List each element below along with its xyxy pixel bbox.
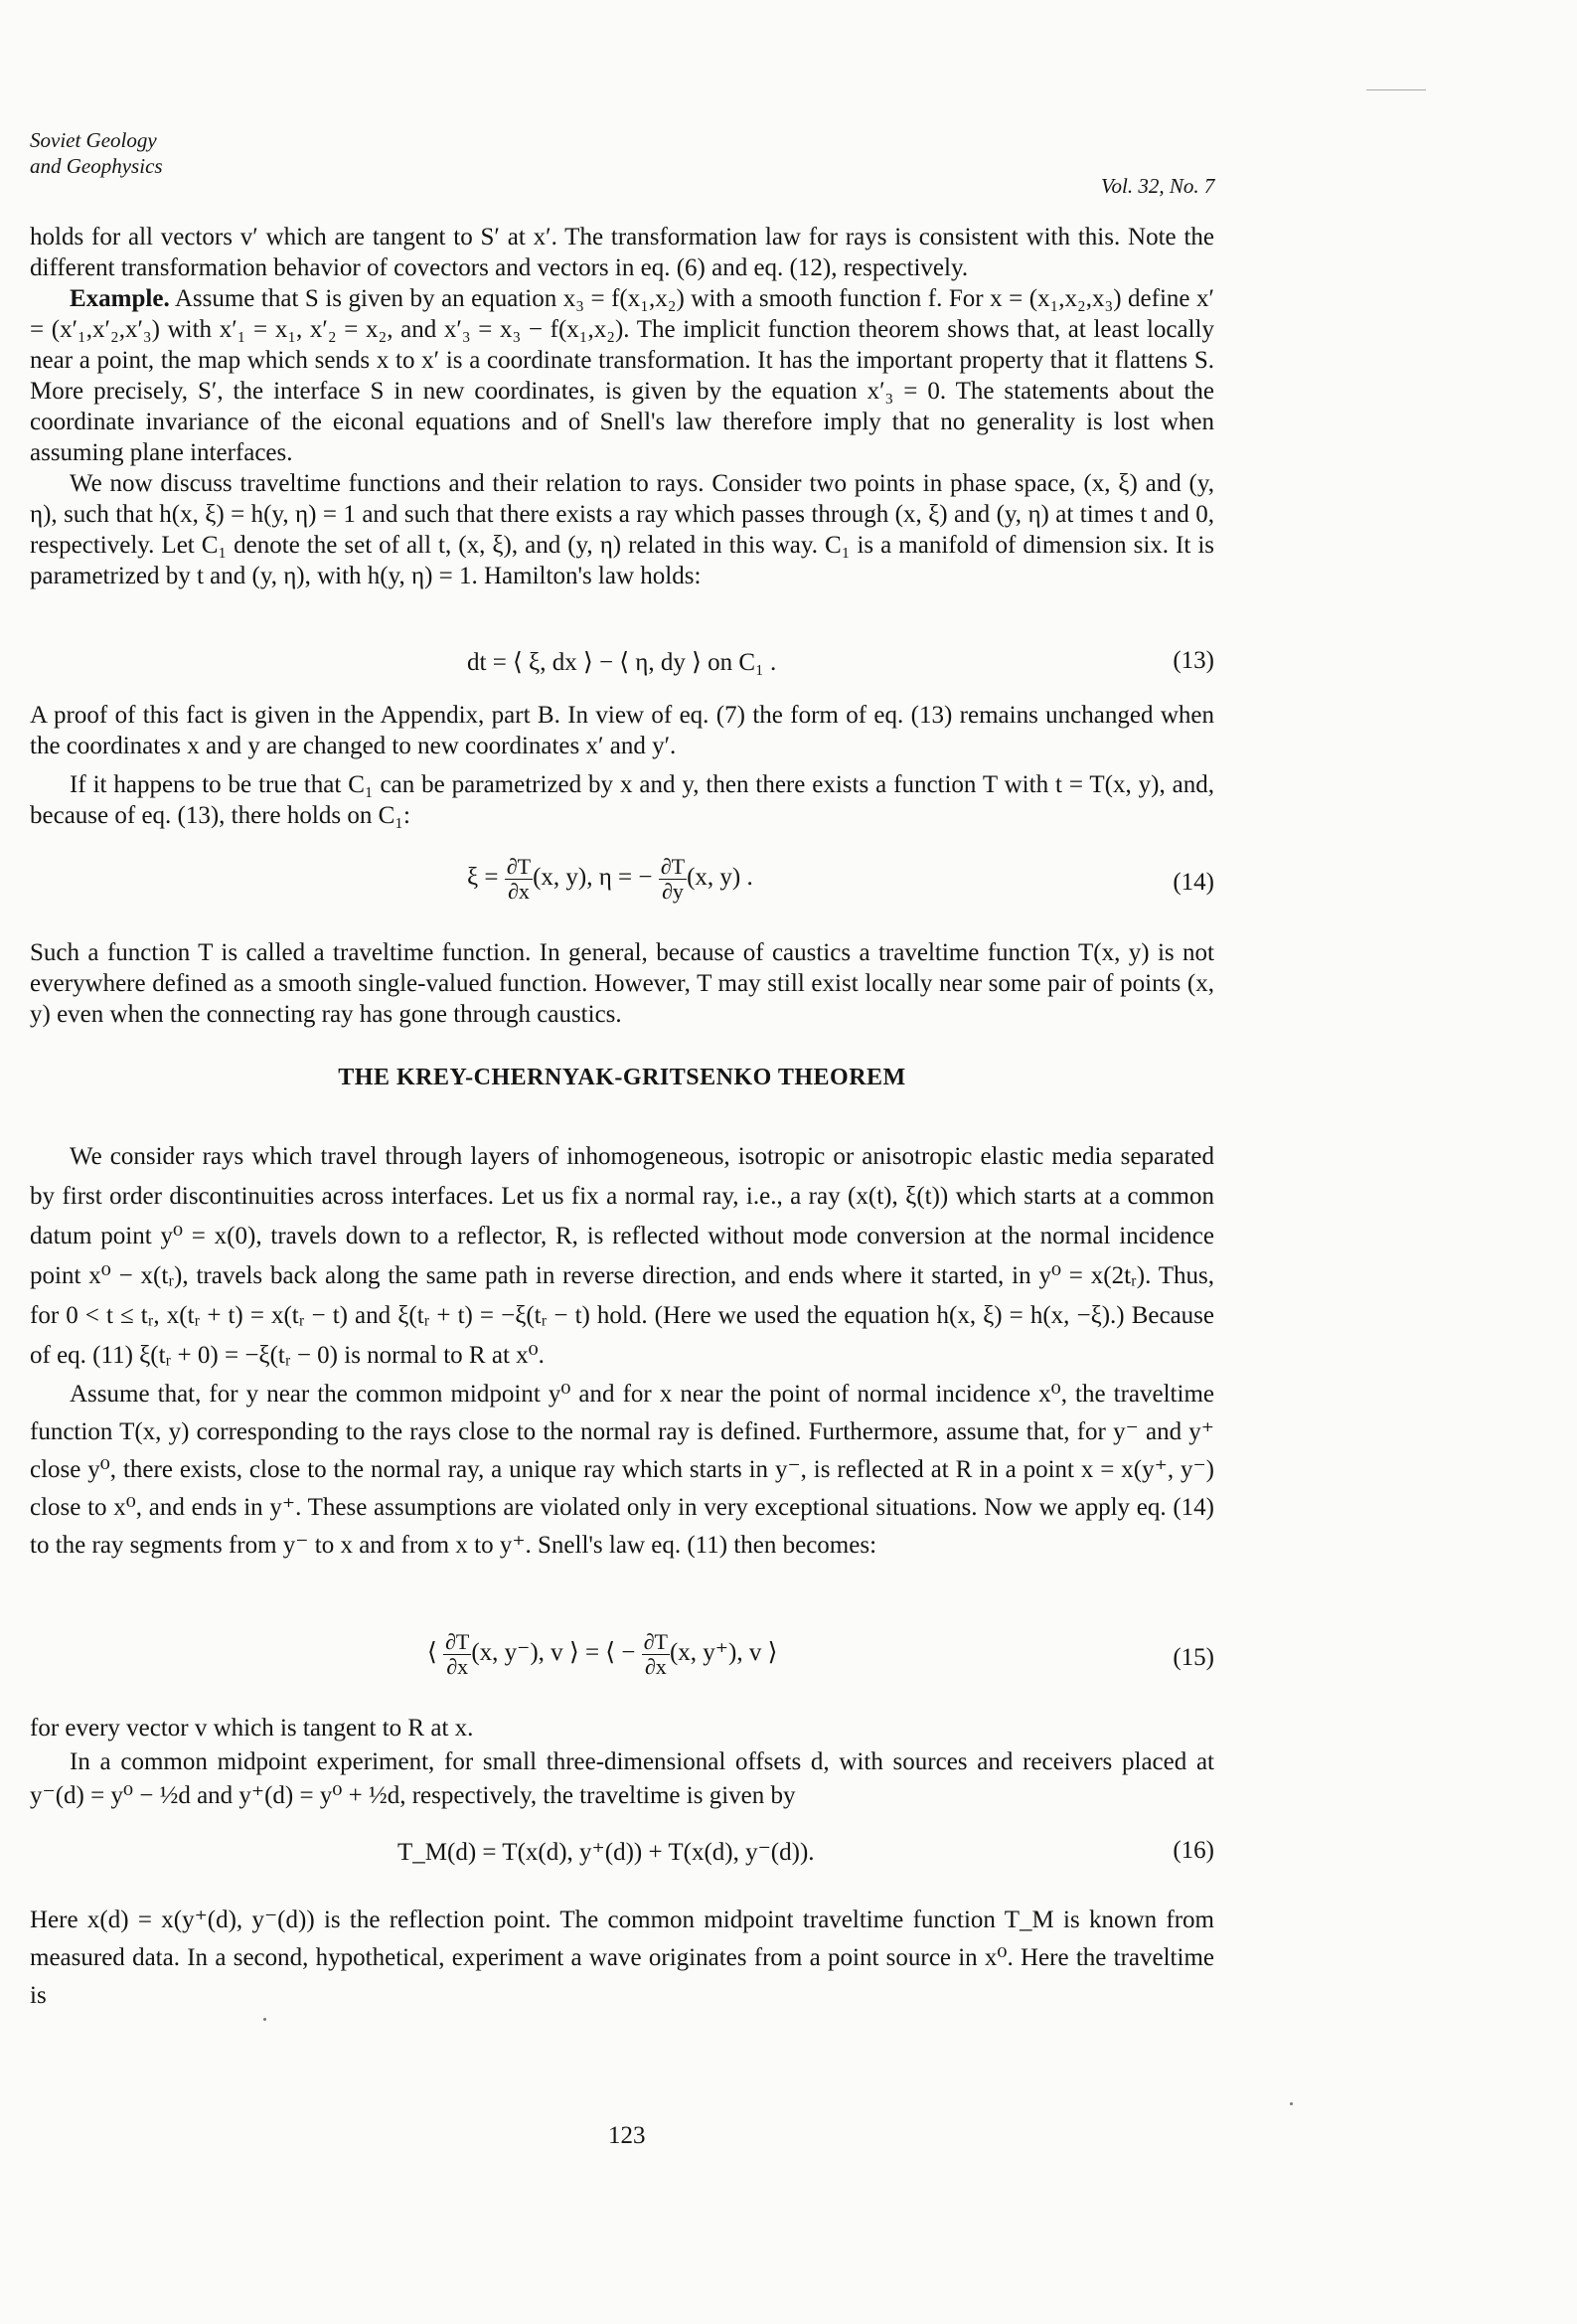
paragraph-11: Here x(d) = x(y⁺(d), y⁻(d)) is the reflection point. The common midpoint traveltime function T_M is known from measured data. In a second, hypothetical, experiment a wave originates from a point source in x⁰. Here the traveltime is	[30, 1907, 1214, 2009]
equation-16-number: (16)	[1173, 1837, 1214, 1864]
eq14-denominator-y: ∂y	[661, 879, 684, 904]
text-block-1	[30, 222, 1214, 591]
eq14-args-1: (x, y), η = −	[533, 864, 653, 892]
section-heading: THE KREY-CHERNYAK-GRITSENKO THEOREM	[338, 1065, 906, 1090]
eq15-open-bracket: ⟨	[427, 1639, 437, 1667]
text-block-5	[30, 1712, 1214, 1813]
equation-15-number: (15)	[1173, 1644, 1214, 1671]
text-block-2	[30, 700, 1214, 831]
paragraph-4: A proof of this fact is given in the Appendix, part B. In view of eq. (7) the form of eq. (13) remains unchanged when the coordinates x and y are changed to new coordinates x′ and y′.	[30, 702, 1214, 759]
eq14-args-2: (x, y) .	[687, 864, 753, 892]
eq15-left-args: (x, y⁻), v	[471, 1639, 563, 1667]
eq15-middle: ⟩ = ⟨ −	[568, 1639, 636, 1667]
eq15-denominator-left: ∂x	[446, 1654, 469, 1679]
paragraph-5: If it happens to be true that C₁ can be parametrized by x and y, then there exists a function T with t = T(x, y), and, because of eq. (13), there holds on C₁:	[30, 771, 1214, 829]
scan-speck	[263, 2018, 266, 2021]
equation-14	[30, 855, 1214, 914]
example-body: Assume that S is given by an equation x₃ = f(x₁,x₂) with a smooth function f. For x = (x₁,x₂,x₃) define x′ = (x′₁,x′₂,x′₃) with x′₁ = x₁, x′₂ = x₂, and x′₃ = x₃ − f(x₁,x₂). The implicit function theorem shows that, at least locally near a point, the map which sends x to x′ is a coordinate transformation. It has the important property that it flattens S. More precisely, S′, the interface S in new coordinates, is given by the equation x′₃ = 0. The statements about the coordinate invariance of the eiconal equations and of Snell's law therefore imply that no generality is lost when assuming plane interfaces.	[30, 285, 1214, 466]
example-lead: Example.	[70, 285, 170, 312]
equation-14-number: (14)	[1173, 869, 1214, 896]
eq15-numerator-left: ∂T	[445, 1629, 470, 1654]
equation-13-number: (13)	[1173, 647, 1214, 674]
eq15-right-args: (x, y⁺), v	[669, 1639, 762, 1667]
paragraph-10: In a common midpoint experiment, for small three-dimensional offsets d, with sources and receivers placed at y⁻(d) = y⁰ − ½d and y⁺(d) = y⁰ + ½d, respectively, the traveltime is given by	[30, 1748, 1214, 1809]
paragraph-8: Assume that, for y near the common midpoint y⁰ and for x near the point of normal incidence x⁰, the traveltime function T(x, y) corresponding to the rays close to the normal ray is defined. Furthermore, assume that, for y⁻ and y⁺ close y⁰, there exists, close to the normal ray, a unique ray which starts in y⁻, is reflected at R in a point x = x(y⁺, y⁻) close to x⁰, and ends in y⁺. These assumptions are violated only in very exceptional situations. Now we apply eq. (14) to the ray segments from y⁻ to x and from x to y⁺. Snell's law eq. (11) then becomes:	[30, 1381, 1214, 1559]
journal-name-line1: Soviet Geology	[30, 128, 157, 152]
paragraph-3: We now discuss traveltime functions and their relation to rays. Consider two points in phase space, (x, ξ) and (y, η), such that h(x, ξ) = h(y, η) = 1 and such that there exists a ray which passes through (x, ξ) and (y, η) at times t and 0, respectively. Let C₁ denote the set of all t, (x, ξ), and (y, η) related in this way. C₁ is a manifold of dimension six. It is parametrized by t and (y, η), with h(y, η) = 1. Hamilton's law holds:	[30, 470, 1214, 589]
volume-number: Vol. 32, No. 7	[1101, 174, 1215, 198]
eq14-xi: ξ =	[467, 864, 499, 892]
scan-mark	[1366, 89, 1426, 90]
equation-15-expression	[427, 1630, 777, 1679]
paragraph-example	[30, 283, 1214, 468]
eq14-fraction-x	[505, 855, 533, 904]
eq15-numerator-right: ∂T	[643, 1629, 668, 1654]
equation-13	[30, 647, 1214, 707]
equation-16-expression: T_M(d) = T(x(d), y⁺(d)) + T(x(d), y⁻(d)).	[397, 1839, 815, 1866]
eq15-fraction-right	[642, 1630, 670, 1679]
equation-16	[30, 1837, 1214, 1897]
journal-name-line2: and Geophysics	[30, 154, 163, 178]
eq14-numerator-x: ∂T	[506, 854, 532, 879]
equation-13-expression: dt = ⟨ ξ, dx ⟩ − ⟨ η, dy ⟩ on C₁ .	[467, 649, 777, 676]
page-number: 123	[608, 2122, 646, 2149]
scan-speck	[1290, 2102, 1293, 2105]
text-block-3	[30, 937, 1214, 1030]
eq14-numerator-y: ∂T	[660, 854, 686, 879]
equation-15	[30, 1630, 1214, 1690]
eq14-denominator-x: ∂x	[507, 879, 530, 904]
eq15-fraction-left	[443, 1630, 471, 1679]
paragraph-6: Such a function T is called a traveltime function. In general, because of caustics a traveltime function T(x, y) is not everywhere defined as a smooth single-valued function. However, T may still exist locally near some pair of points (x, y) even when the connecting ray has gone through caustics.	[30, 939, 1214, 1028]
eq15-close-bracket: ⟩	[767, 1639, 778, 1667]
paragraph-9: for every vector v which is tangent to R at x.	[30, 1715, 474, 1742]
paragraph-7: We consider rays which travel through layers of inhomogeneous, isotropic or anisotropic elastic media separated by first order discontinuities across interfaces. Let us fix a normal ray, i.e., a ray (x(t), ξ(t)) which starts at a common datum point y⁰ = x(0), travels down to a reflector, R, is reflected without mode conversion at the normal incidence point x⁰ − x(tᵣ), travels back along the same path in reverse direction, and ends where it started, in y⁰ = x(2tᵣ). Thus, for 0 < t ≤ tᵣ, x(tᵣ + t) = x(tᵣ − t) and ξ(tᵣ + t) = −ξ(tᵣ − t) hold. (Here we used the equation h(x, ξ) = h(x, −ξ).) Because of eq. (11) ξ(tᵣ + 0) = −ξ(tᵣ − 0) is normal to R at x⁰.	[30, 1143, 1214, 1369]
text-block-4	[30, 1137, 1214, 1565]
text-block-6	[30, 1902, 1214, 2015]
paragraph-1: holds for all vectors v′ which are tangent to S′ at x′. The transformation law for rays is consistent with this. Note the different transformation behavior of covectors and vectors in eq. (6) and eq. (12), respectively.	[30, 224, 1214, 281]
eq15-denominator-right: ∂x	[644, 1654, 667, 1679]
equation-14-expression	[467, 855, 753, 904]
eq14-fraction-y	[659, 855, 687, 904]
journal-name	[30, 127, 163, 179]
